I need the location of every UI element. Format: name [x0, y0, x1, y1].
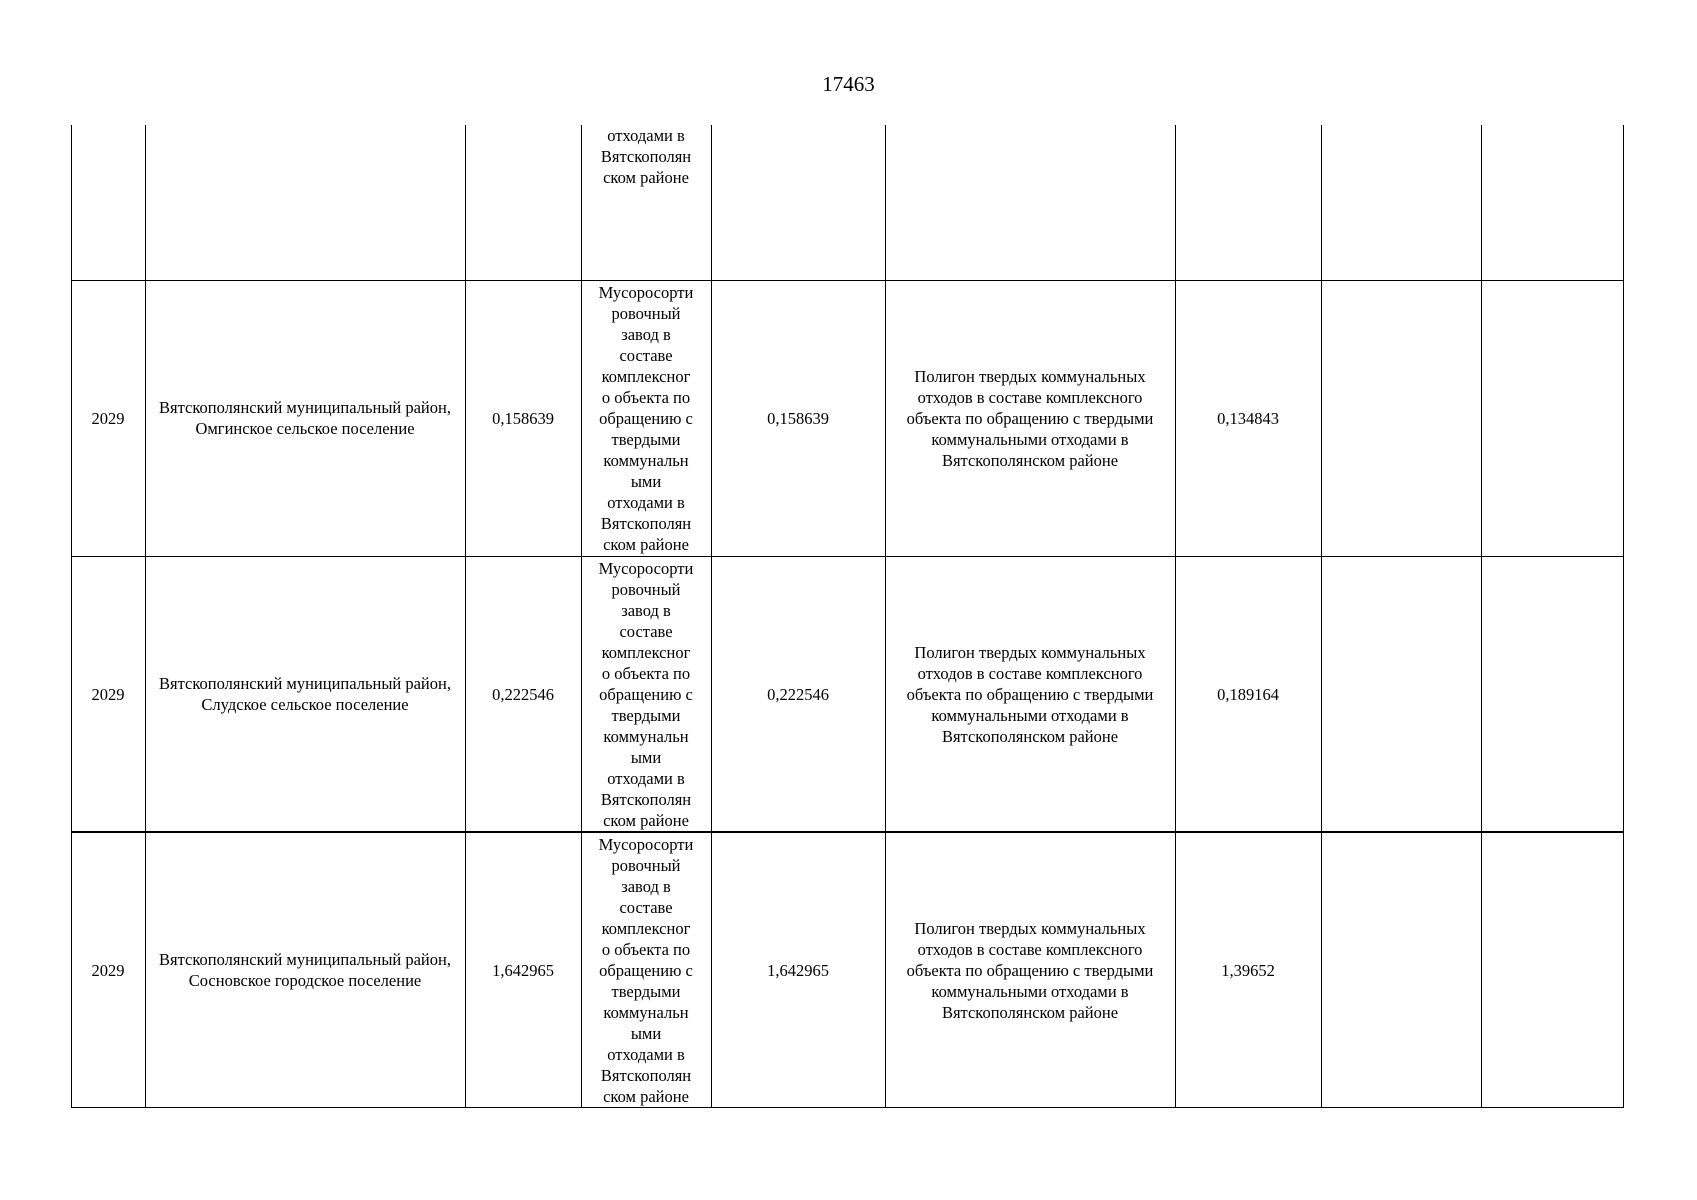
- value-3-cell: 0,134843: [1217, 408, 1279, 428]
- year-cell: 2029: [91, 960, 125, 980]
- grid-line: [581, 125, 582, 1108]
- grid-line: [1623, 125, 1624, 1108]
- year-cell: 2029: [91, 408, 125, 428]
- empty-cell: [1481, 556, 1624, 832]
- empty-cell: [1321, 832, 1481, 1108]
- table-row: [71, 556, 1624, 832]
- facility-2-cell: Полигон твердых коммунальных отходов в составе комплексного объекта по обращению с твердыми коммунальными отходами в Вятскополянском районе: [906, 642, 1154, 746]
- grid-line: [1321, 125, 1322, 1108]
- grid-line: [71, 125, 72, 1108]
- grid-line: [71, 831, 1624, 833]
- value-2-cell: 0,222546: [767, 684, 829, 704]
- value-1-cell: 0,158639: [492, 408, 554, 428]
- facility-2-cell: Полигон твердых коммунальных отходов в составе комплексного объекта по обращению с твердыми коммунальными отходами в Вятскополянском районе: [906, 918, 1154, 1022]
- table-row-continuation: [71, 125, 1624, 280]
- facility-1-cell: Мусоросорти ровочный завод в составе комплексног о объекта по обращению с твердыми коммунальн ыми отходами в Вятскополян ском районе: [598, 282, 694, 554]
- empty-cell: [1321, 556, 1481, 832]
- value-3-cell: 1,39652: [1221, 960, 1275, 980]
- value-2-cell: 0,158639: [767, 408, 829, 428]
- facility-1-cell: Мусоросорти ровочный завод в составе комплексног о объекта по обращению с твердыми коммунальн ыми отходами в Вятскополян ском районе: [598, 834, 694, 1106]
- empty-cell: [1321, 280, 1481, 556]
- facility-1-continuation-cell: [581, 125, 711, 280]
- table-row: [71, 280, 1624, 556]
- grid-line: [711, 125, 712, 1108]
- facility-1-continuation-text: отходами в Вятскополян ском районе: [600, 126, 692, 187]
- value-3-cell: 0,189164: [1217, 684, 1279, 704]
- municipality-cell: Вятскополянский муниципальный район, Сосновское городское поселение: [159, 950, 451, 990]
- grid-line: [71, 1107, 1624, 1108]
- grid-line: [885, 125, 886, 1108]
- grid-line: [1481, 125, 1482, 1108]
- municipality-cell: Вятскополянский муниципальный район, Слудское сельское поселение: [159, 674, 451, 714]
- municipality-cell: Вятскополянский муниципальный район, Омгинское сельское поселение: [159, 398, 451, 438]
- data-table: [71, 125, 1624, 1108]
- value-1-cell: 0,222546: [492, 684, 554, 704]
- value-1-cell: 1,642965: [492, 960, 554, 980]
- empty-cell: [1481, 280, 1624, 556]
- grid-line: [71, 280, 1624, 281]
- grid-line: [145, 125, 146, 1108]
- grid-line: [1175, 125, 1176, 1108]
- facility-2-cell: Полигон твердых коммунальных отходов в составе комплексного объекта по обращению с твердыми коммунальными отходами в Вятскополянском районе: [906, 366, 1154, 470]
- grid-line: [465, 125, 466, 1108]
- grid-line: [71, 556, 1624, 557]
- year-cell: 2029: [91, 684, 125, 704]
- table-row: [71, 832, 1624, 1108]
- value-2-cell: 1,642965: [767, 960, 829, 980]
- page-number: 17463: [822, 72, 875, 96]
- facility-1-cell: Мусоросорти ровочный завод в составе комплексног о объекта по обращению с твердыми коммунальн ыми отходами в Вятскополян ском районе: [598, 558, 694, 830]
- empty-cell: [1481, 832, 1624, 1108]
